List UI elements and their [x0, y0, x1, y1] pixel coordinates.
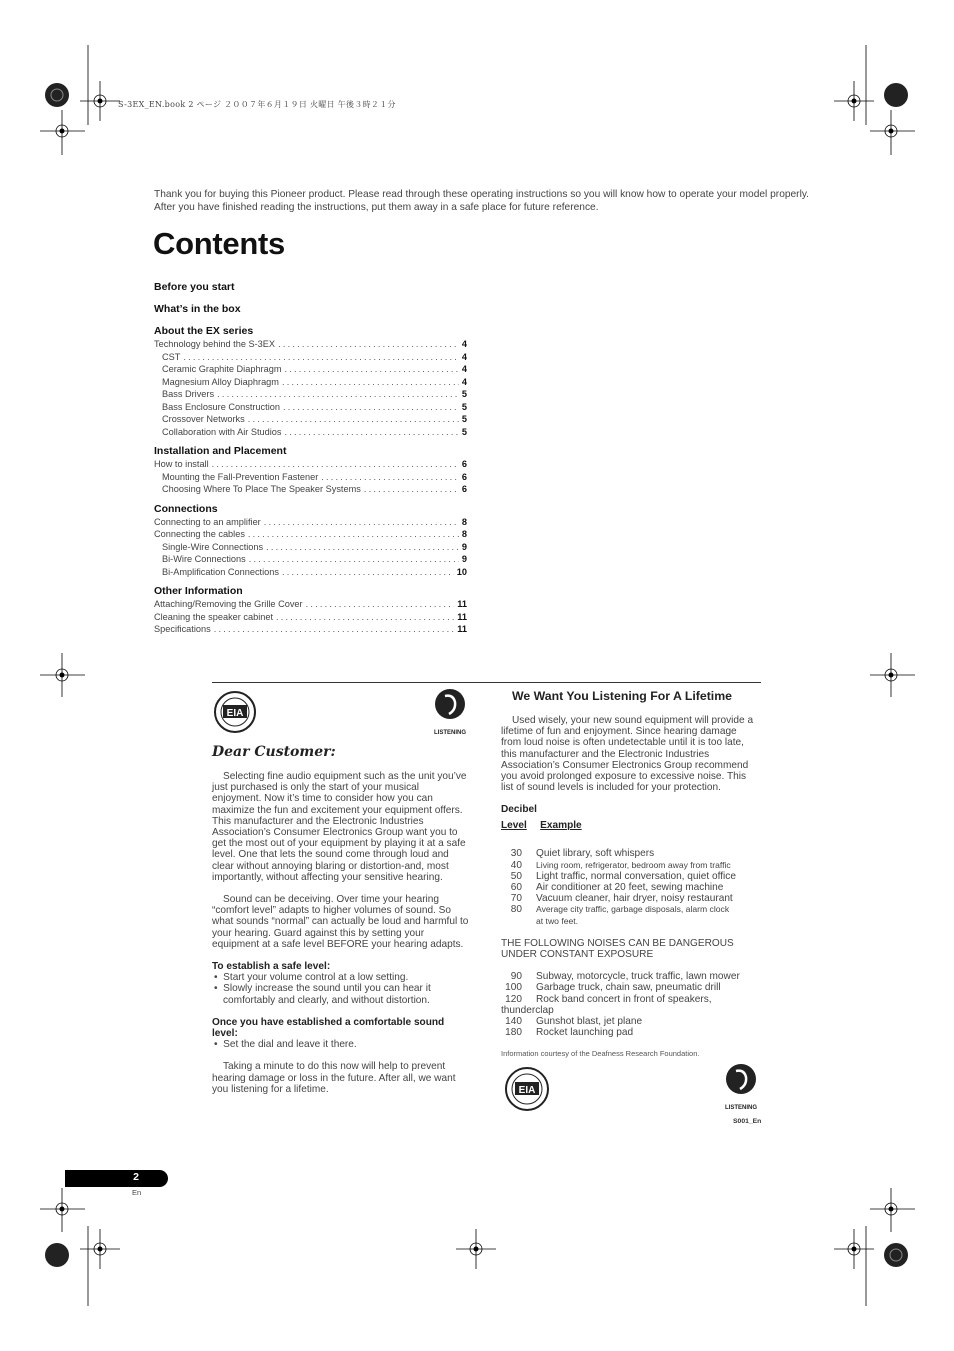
eia-seal-icon [214, 691, 256, 733]
toc-entry-label: CST [162, 351, 181, 362]
toc-entry [154, 611, 467, 624]
comfortable-level-heading: Once you have established a comfortable sound level: [212, 1016, 445, 1040]
decibel-example: Average city traffic, garbage disposals, alarm clock [536, 904, 730, 915]
intro-paragraph: Thank you for buying this Pioneer product. Please read through these operating instructions so you will know how to operate your model properly. After you have finished reading the instructions, put them away in a safe place for future reference. [154, 189, 810, 213]
decibel-level: 30 [510, 848, 522, 860]
toc-entry [154, 516, 467, 529]
toc-entry-page: 11 [457, 599, 467, 609]
decibel-row [501, 871, 759, 882]
danger-row [501, 982, 759, 993]
toc-leader-dots [276, 611, 454, 624]
toc-entry [154, 598, 467, 611]
danger-example: Rock band concert in front of speakers, [536, 993, 712, 1005]
toc-entry-page: 10 [456, 566, 467, 577]
toc-entry [154, 413, 467, 426]
dear-paragraph-2: Sound can be deceiving. Over time your hearing “comfort level” adapts to higher volumes of sound. So what sounds “normal” can actually be loud and harmful to your hearing. Guard against this by setting your equipment at a safe level BEFORE your hearing adapts. [212, 894, 469, 950]
decibel-table [501, 848, 759, 926]
eia-seal-icon-2 [505, 1067, 549, 1111]
toc-entry-page: 8 [461, 516, 467, 527]
toc-entry [154, 528, 467, 541]
toc-entry-label: Collaboration with Air Studios [162, 426, 282, 437]
eia-logo-text: EIA [226, 708, 244, 719]
toc-entry [154, 541, 467, 554]
decibel-level: 40 [510, 859, 522, 871]
toc-entry-page: 5 [461, 426, 467, 437]
danger-row [501, 994, 759, 1005]
page-number: 2 [133, 1171, 139, 1183]
toc-entry-label: Bass Drivers [162, 389, 215, 399]
toc-entry-page: 9 [461, 554, 467, 564]
decibel-level: 70 [510, 893, 522, 905]
decibel-example: Quiet library, soft whispers [536, 848, 655, 860]
toc-leader-dots [285, 426, 459, 439]
danger-example: Rocket launching pad [536, 1027, 634, 1039]
danger-row [501, 1016, 759, 1027]
comfortable-level-item-1: • Set the dial and leave it there. [214, 1039, 357, 1051]
danger-level: 140 [505, 1016, 522, 1028]
toc-leader-dots [214, 623, 455, 636]
danger-example: Garbage truck, chain saw, pneumatic drill [536, 982, 721, 994]
toc-entry [154, 351, 467, 364]
decibel-example: Air conditioner at 20 feet, sewing machine [536, 882, 724, 894]
table-of-contents [154, 281, 467, 636]
file-info-header: S-3EX_EN.book 2 ページ ２００７年６月１９日 火曜日 午後３時２１分 [118, 100, 396, 109]
toc-entry-label: Choosing Where To Place The Speaker Systems [162, 484, 361, 494]
decibel-level: 60 [510, 882, 522, 894]
lifetime-paragraph: Used wisely, your new sound equipment will provide a lifetime of fun and enjoyment. Since hearing damage from loud noise is often undetectable until it is too late, this manufacturer and the Electronic Industries Association’s Consumer Electronics Group recommend you avoid prolonged exposure to excessive noise. This list of sound levels is included for your protection. [501, 715, 754, 794]
toc-heading: Connections [154, 502, 218, 515]
toc-heading: What’s in the box [154, 303, 241, 315]
toc-entry-page: 6 [461, 484, 467, 494]
example-column-header: Example [540, 820, 582, 832]
toc-leader-dots [183, 351, 459, 364]
toc-entry [154, 483, 467, 496]
credit-line: Information courtesy of the Deafness Research Foundation. [501, 1049, 700, 1059]
toc-entry-label: Technology behind the S-3EX [154, 339, 276, 349]
toc-heading: Installation and Placement [154, 445, 287, 457]
toc-entry [154, 471, 467, 484]
toc-entry-label: Specifications [154, 624, 211, 634]
toc-entry-page: 4 [461, 339, 467, 349]
page-number-tab [65, 1170, 168, 1187]
toc-entry-label: Bi-Amplification Connections [162, 566, 279, 577]
lifetime-heading: We Want You Listening For A Lifetime [512, 689, 732, 703]
eia-logo-text-2: EIA [518, 1085, 536, 1096]
toc-leader-dots [248, 528, 459, 541]
toc-entry-label: How to install [154, 459, 209, 469]
toc-entry-label: Mounting the Fall-Prevention Fastener [162, 471, 319, 482]
danger-row [501, 971, 759, 982]
toc-entry [154, 388, 467, 401]
decibel-row [501, 882, 759, 893]
document-code: S001_En [733, 1118, 762, 1125]
toc-entry [154, 338, 467, 351]
toc-entry-label: Ceramic Graphite Diaphragm [162, 364, 282, 374]
decibel-row-continuation [501, 916, 759, 927]
toc-entry-page: 5 [461, 414, 467, 424]
toc-leader-dots [321, 471, 459, 484]
danger-heading: THE FOLLOWING NOISES CAN BE DANGEROUS UNDER CONSTANT EXPOSURE [501, 937, 734, 961]
toc-leader-dots [212, 458, 459, 471]
toc-entry-label: Connecting to an amplifier [154, 516, 261, 527]
danger-table [501, 971, 759, 1038]
toc-entry [154, 623, 467, 636]
toc-entry [154, 376, 467, 389]
toc-leader-dots [266, 541, 459, 554]
toc-entry-page: 4 [461, 376, 467, 387]
toc-leader-dots [217, 388, 459, 401]
danger-example: Gunshot blast, jet plane [536, 1016, 643, 1028]
decibel-row [501, 848, 759, 859]
decibel-example: Vacuum cleaner, hair dryer, noisy restaurant [536, 893, 733, 905]
danger-example: Subway, motorcycle, truck traffic, lawn mower [536, 971, 740, 983]
safe-level-item-1: • Start your volume control at a low setting. [214, 972, 409, 984]
toc-leader-dots [248, 413, 459, 426]
toc-entry-label: Bass Enclosure Construction [162, 401, 280, 412]
toc-heading: Other Information [154, 585, 243, 597]
danger-level: 100 [505, 982, 522, 994]
toc-entry-page: 5 [461, 401, 467, 412]
toc-entry [154, 426, 467, 439]
listening-logo-icon [432, 688, 468, 742]
toc-leader-dots [282, 566, 454, 579]
level-column-header: Level [501, 820, 527, 832]
decibel-row [501, 893, 759, 904]
page-title: Contents [153, 226, 285, 261]
toc-entry [154, 363, 467, 376]
section-divider [212, 682, 761, 683]
decibel-heading: Decibel [501, 804, 537, 816]
toc-entry-page: 6 [461, 471, 467, 482]
toc-leader-dots [364, 483, 459, 496]
toc-entry-page: 11 [457, 611, 467, 622]
decibel-example-continuation: at two feet. [536, 915, 579, 926]
toc-leader-dots [283, 401, 459, 414]
dear-customer-salutation: Dear Customer: [212, 744, 336, 760]
toc-heading: About the EX series [154, 325, 254, 337]
toc-entry-page: 4 [461, 351, 467, 362]
danger-level: 180 [505, 1027, 522, 1039]
decibel-row [501, 860, 759, 871]
toc-entry-page: 8 [461, 529, 467, 539]
toc-entry-label: Connecting the cables [154, 529, 245, 539]
listening-logo-icon-2 [723, 1063, 759, 1115]
toc-entry [154, 553, 467, 566]
toc-heading: Before you start [154, 281, 235, 293]
lifetime-listening-section [501, 689, 762, 1125]
toc-entry-label: Magnesium Alloy Diaphragm [162, 376, 279, 387]
toc-entry-label: Cleaning the speaker cabinet [154, 611, 274, 622]
toc-entry-page: 6 [461, 459, 467, 469]
page-language: En [132, 1188, 142, 1197]
toc-leader-dots [282, 376, 459, 389]
decibel-level: 50 [510, 870, 522, 882]
toc-leader-dots [306, 598, 455, 611]
toc-entry [154, 401, 467, 414]
danger-row [501, 1027, 759, 1038]
decibel-row [501, 904, 759, 915]
toc-leader-dots [249, 553, 459, 566]
toc-entry-page: 11 [457, 624, 467, 634]
listening-logo-text: LISTENING [433, 730, 467, 736]
toc-entry-page: 5 [461, 389, 467, 399]
decibel-table-header [501, 815, 759, 833]
toc-entry-label: Single-Wire Connections [162, 541, 264, 552]
toc-entry-label: Crossover Networks [162, 414, 245, 424]
safe-level-heading: To establish a safe level: [212, 961, 331, 973]
toc-entry [154, 566, 467, 579]
toc-leader-dots [264, 516, 459, 529]
decibel-level: 80 [510, 904, 522, 916]
safe-level-item-2: • Slowly increase the sound until you can hear it comfortably and clearly, and without distortion. [214, 983, 431, 1006]
toc-entry [154, 458, 467, 471]
toc-leader-dots [278, 338, 459, 351]
dear-paragraph-3: Taking a minute to do this now will help to prevent hearing damage or loss in the future. After all, we want you listening for a lifetime. [212, 1061, 456, 1095]
toc-leader-dots [284, 363, 458, 376]
dear-paragraph-1: Selecting fine audio equipment such as the unit you’ve just purchased is only the start of your musical enjoyment. Now it’s time to consider how you can maximize the fun and excitement your equipment offers. This manufacturer and the Electronic Industries Association’s Consumer Electronics Group want you to get the most out of your equipment by playing it at a safe level. One that lets the sound come through loud and clear without annoying blaring or distortion-and, most importantly, without affecting your sensitive hearing. [212, 771, 467, 883]
toc-entry-page: 9 [461, 541, 467, 552]
toc-entry-page: 4 [461, 364, 467, 374]
toc-entry-label: Bi-Wire Connections [162, 554, 246, 564]
decibel-example: Light traffic, normal conversation, quiet office [536, 870, 736, 882]
danger-level: 120 [505, 993, 522, 1005]
danger-level: 90 [510, 971, 522, 983]
danger-row-wrap: thunderclap [501, 1004, 554, 1016]
decibel-example: Living room, refrigerator, bedroom away from traffic [536, 859, 731, 870]
listening-logo-text-2: LISTENING [724, 1105, 758, 1111]
toc-entry-label: Attaching/Removing the Grille Cover [154, 599, 303, 609]
